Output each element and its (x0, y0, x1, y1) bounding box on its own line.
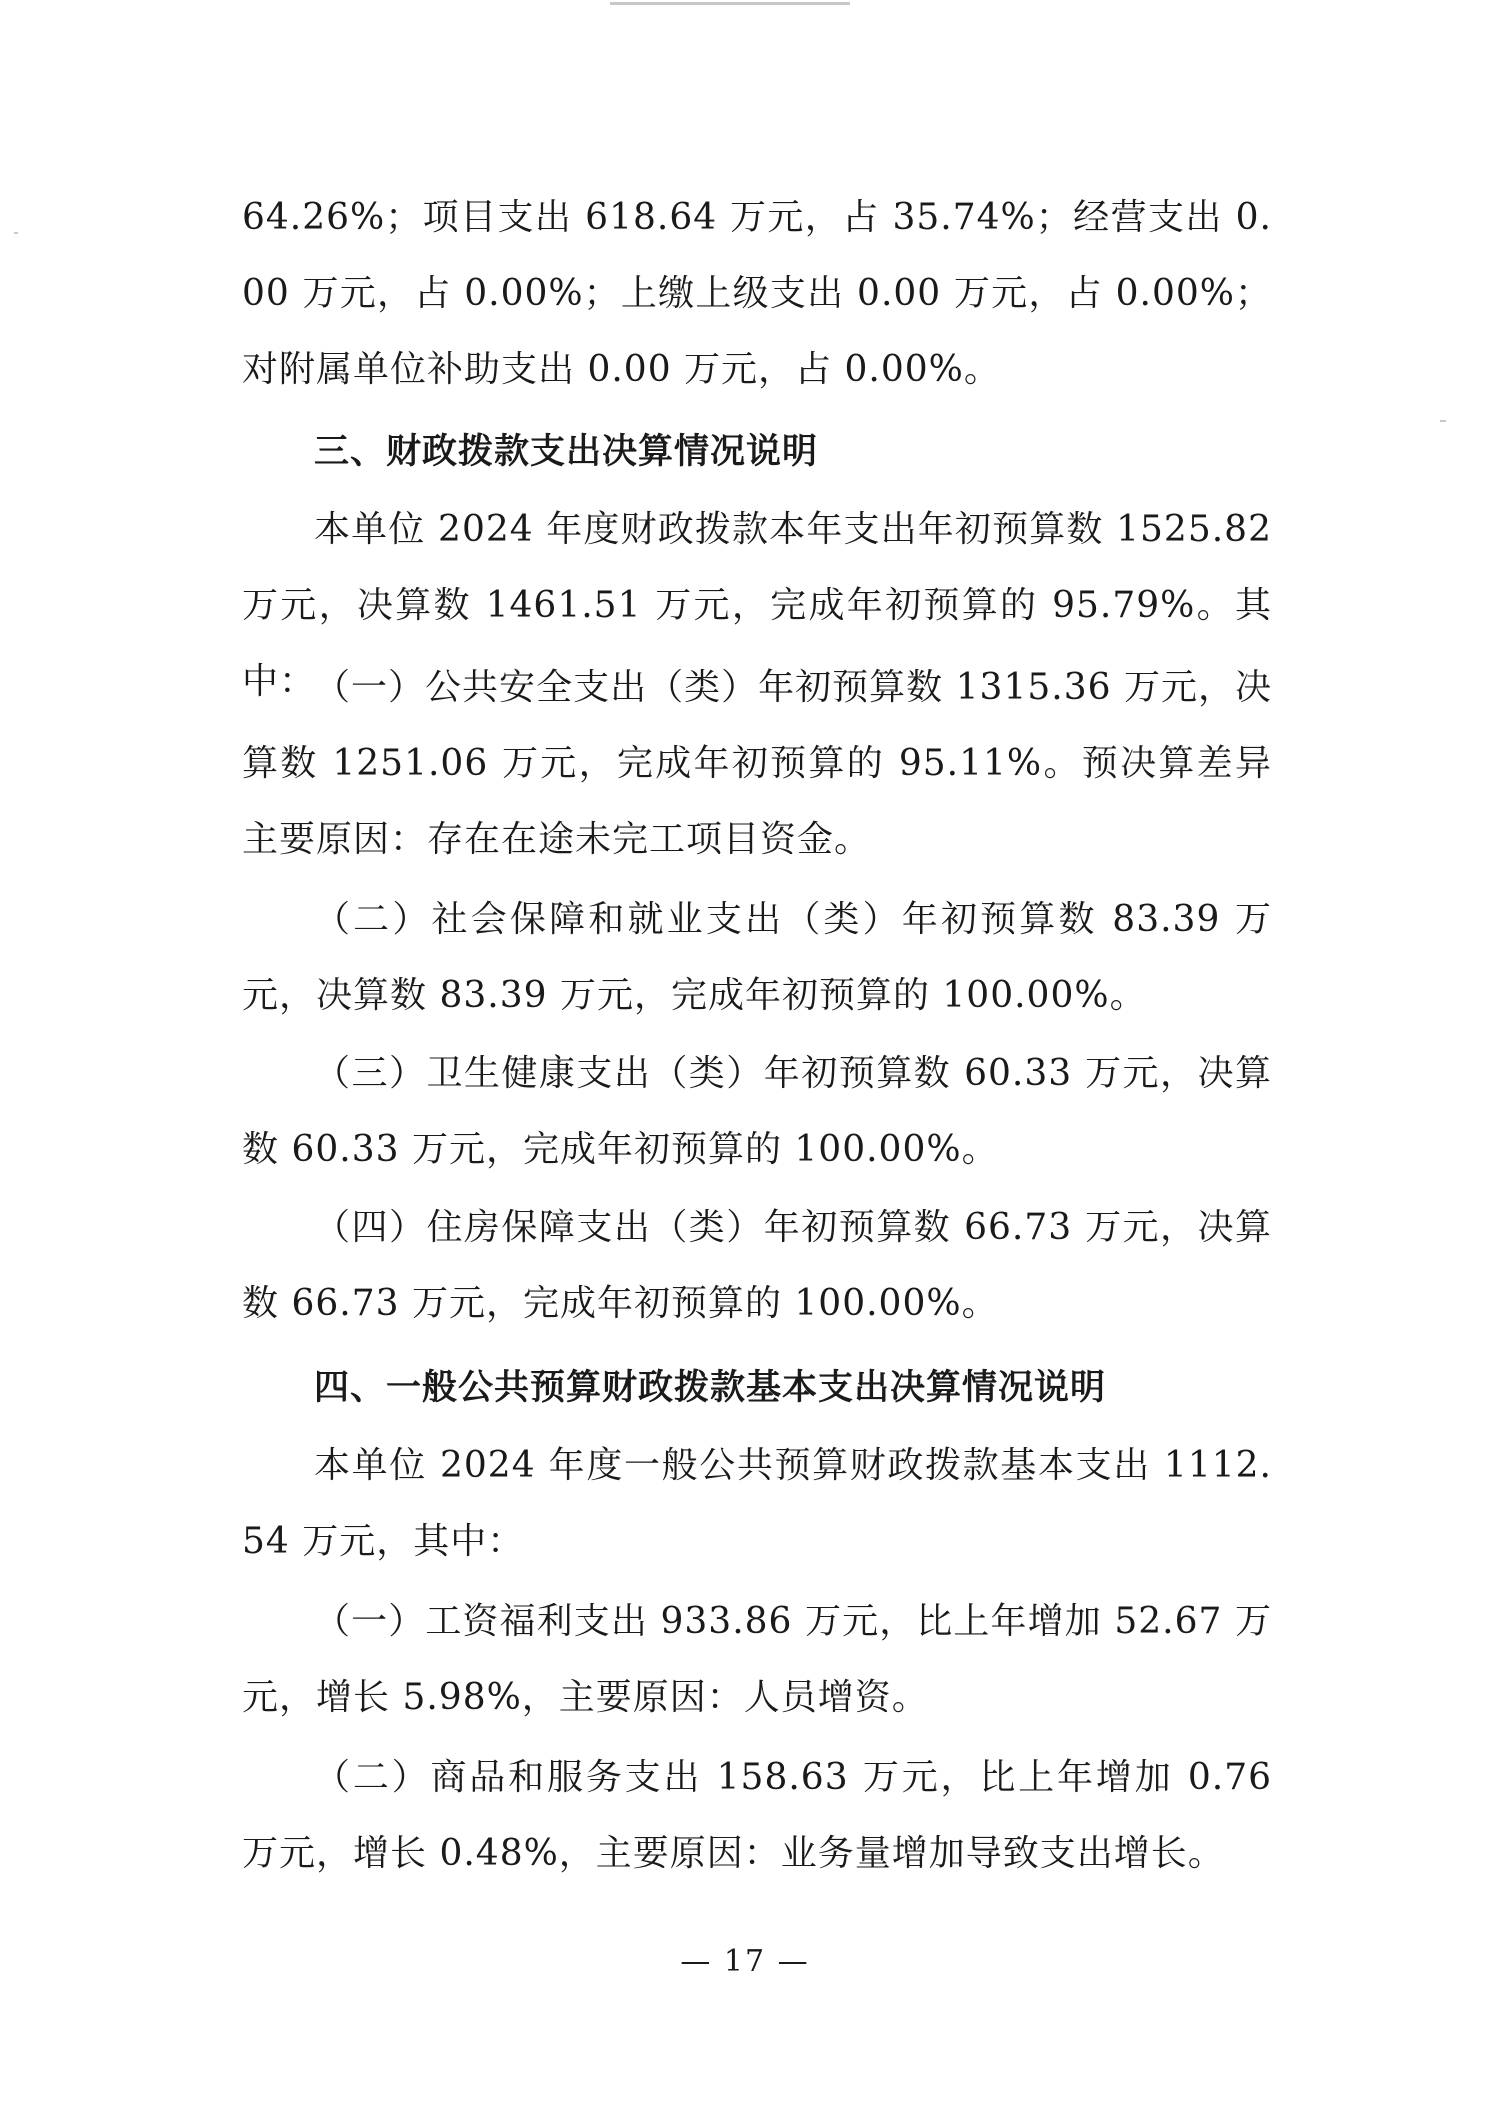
section-heading-4: 四、一般公共预算财政拨款基本支出决算情况说明 (314, 1368, 1107, 1408)
paragraph-wages-welfare: （一）工资福利支出 933.86 万元，比上年增加 52.67 万元，增长 5.98%，主要原因：人员增资。 (242, 1601, 1272, 1718)
paragraph-social-security: （二）社会保障和就业支出（类）年初预算数 83.39 万元，决算数 83.39 万元，完成年初预算的 100.00%。 (242, 899, 1272, 1016)
paragraph-housing: （四）住房保障支出（类）年初预算数 66.73 万元，决算数 66.73 万元，完成年初预算的 100.00%。 (242, 1207, 1272, 1324)
paragraph-public-security: （一）公共安全支出（类）年初预算数 1315.36 万元，决算数 1251.06 万元，完成年初预算的 95.11%。预决算差异主要原因：存在在途未完工项目资金。 (242, 667, 1272, 860)
paragraph-basic-expenditure-summary: 本单位 2024 年度一般公共预算财政拨款基本支出 1112.54 万元，其中： (242, 1445, 1272, 1562)
paragraph-goods-services: （二）商品和服务支出 158.63 万元，比上年增加 0.76 万元，增长 0.48%，主要原因：业务量增加导致支出增长。 (242, 1757, 1272, 1874)
scan-artifact (1440, 420, 1446, 422)
section-heading-3: 三、财政拨款支出决算情况说明 (314, 432, 819, 472)
page-number: — 17 — (680, 1944, 810, 1979)
paragraph-expenditure-breakdown: 64.26%；项目支出 618.64 万元，占 35.74%；经营支出 0.00 万元，占 0.00%；上缴上级支出 0.00 万元，占 0.00%；对附属单位补助支出 0.00 万元，占 0.00%。 (242, 197, 1272, 390)
scan-artifact (14, 232, 18, 234)
paragraph-fiscal-appropriation-summary: 本单位 2024 年度财政拨款本年支出年初预算数 1525.82 万元，决算数 1461.51 万元，完成年初预算的 95.79%。其中： (242, 509, 1272, 702)
paragraph-health: （三）卫生健康支出（类）年初预算数 60.33 万元，决算数 60.33 万元，完成年初预算的 100.00%。 (242, 1053, 1272, 1170)
scan-artifact (610, 2, 850, 5)
